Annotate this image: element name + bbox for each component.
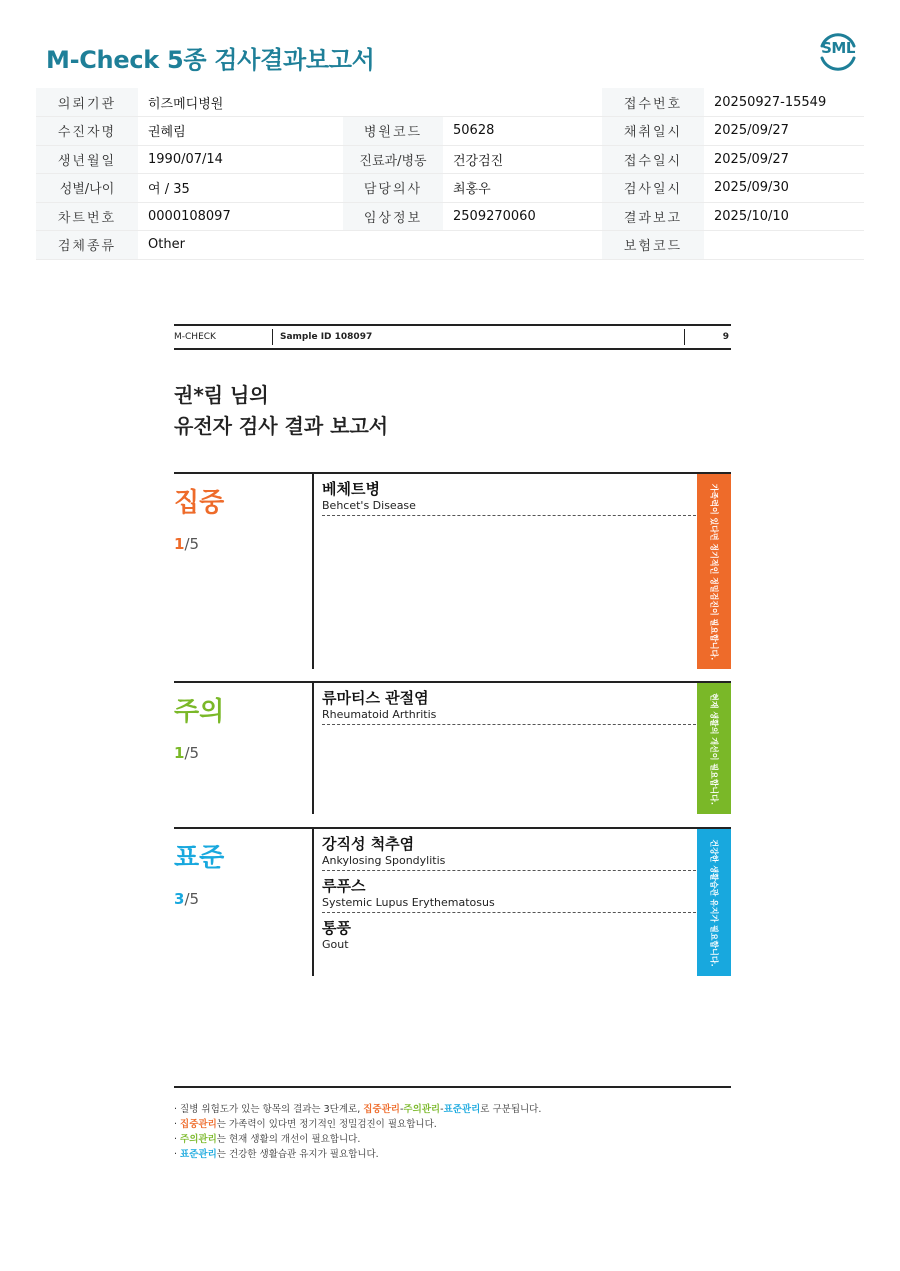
report-greeting [174, 380, 388, 442]
note-focus: 집중관리 [180, 1119, 217, 1130]
info-value: 20250927-15549 [704, 88, 864, 117]
side-bar-text: 건강한 생활습관 유지가 필요합니다. [709, 838, 719, 967]
info-value: 건강검진 [443, 145, 602, 174]
note-text: 는 가족력이 있다면 정기적인 정밀검진이 필요합니다. [216, 1119, 437, 1130]
disease-item [322, 479, 696, 516]
info-label: 접수일시 [602, 145, 704, 174]
info-label: 병원코드 [343, 117, 443, 146]
note-focus: 집중관리 [363, 1104, 400, 1115]
info-empty [443, 88, 602, 117]
info-label: 성별/나이 [36, 174, 138, 203]
count-number: 1 [174, 535, 185, 553]
disease-item [322, 834, 696, 871]
info-empty [343, 88, 443, 117]
patient-info-table [36, 88, 864, 260]
section-count [174, 890, 199, 908]
info-label: 검체종류 [36, 231, 138, 260]
note-standard: 표준관리 [443, 1104, 481, 1115]
logo-text: SML [821, 39, 855, 57]
section-divider [312, 683, 314, 814]
info-value: 권혜림 [138, 117, 343, 146]
note-line: · 표준관리는 건강한 생활습관 유지가 필요합니다. [174, 1149, 379, 1160]
info-label: 차트번호 [36, 202, 138, 231]
note-line: · 집중관리는 가족력이 있다면 정기적인 정밀검진이 필요합니다. [174, 1119, 437, 1130]
info-label: 진료과/병동 [343, 145, 443, 174]
info-label: 생년월일 [36, 145, 138, 174]
info-label: 임상정보 [343, 202, 443, 231]
disease-name-ko: 루푸스 [322, 877, 366, 895]
disease-item [322, 918, 696, 954]
count-total: /5 [184, 535, 200, 553]
info-row [36, 117, 864, 146]
sample-id: Sample ID 108097 [280, 332, 373, 342]
info-row [36, 88, 864, 117]
info-label: 결과보고 [602, 202, 704, 231]
disease-name-en: Gout [322, 938, 349, 951]
info-label: 의뢰기관 [36, 88, 138, 117]
side-bar-text: 가족력이 있다면 정기적인 정밀검진이 필요합니다. [709, 483, 719, 660]
info-value: 2025/09/27 [704, 117, 864, 146]
count-total: /5 [184, 744, 200, 762]
info-value: 히즈메디병원 [138, 88, 343, 117]
info-value: 여 / 35 [138, 174, 343, 203]
disease-name-ko: 류마티스 관절염 [322, 689, 429, 707]
side-bar-text: 현재 생활의 개선이 필요합니다. [709, 692, 719, 805]
info-empty [343, 231, 443, 260]
section-count [174, 744, 199, 762]
risk-section-focus [174, 472, 731, 669]
section-side-bar [697, 683, 731, 814]
risk-section-standard [174, 827, 731, 976]
greeting-name: 권*림 님의 [174, 383, 269, 407]
header-divider [684, 329, 685, 345]
mcheck-header-bar [174, 324, 731, 350]
note-text: 질병 위험도가 있는 항목의 결과는 3단계로, [180, 1104, 364, 1115]
note-text: 는 현재 생활의 개선이 필요합니다. [216, 1134, 361, 1145]
page-number: 9 [722, 332, 729, 342]
report-title: M-Check 5종 검사결과보고서 [46, 46, 375, 74]
disease-item [322, 688, 696, 725]
note-dash: - [399, 1104, 404, 1115]
info-row [36, 174, 864, 203]
disease-name-ko: 강직성 척추염 [322, 835, 415, 853]
note-standard: 표준관리 [180, 1149, 217, 1160]
note-caution: 주의관리 [180, 1134, 217, 1145]
count-total: /5 [184, 890, 200, 908]
disease-name-en: Ankylosing Spondylitis [322, 854, 446, 867]
note-text: 로 구분됩니다. [480, 1104, 542, 1115]
info-empty [443, 231, 602, 260]
disease-name-en: Systemic Lupus Erythematosus [322, 896, 495, 909]
risk-section-caution [174, 681, 731, 814]
count-number: 3 [174, 890, 185, 908]
section-side-bar [697, 829, 731, 976]
disease-item [322, 876, 696, 913]
info-row [36, 145, 864, 174]
note-text: 는 건강한 생활습관 유지가 필요합니다. [216, 1149, 379, 1160]
info-value: 0000108097 [138, 202, 343, 231]
info-value: 2025/09/30 [704, 174, 864, 203]
info-label: 수진자명 [36, 117, 138, 146]
info-label: 보험코드 [602, 231, 704, 260]
disease-name-en: Rheumatoid Arthritis [322, 708, 437, 721]
note-caution: 주의관리 [403, 1104, 441, 1115]
info-row [36, 231, 864, 260]
section-category: 표준 [174, 843, 225, 873]
count-number: 1 [174, 744, 185, 762]
info-label: 담당의사 [343, 174, 443, 203]
info-value: 최홍우 [443, 174, 602, 203]
info-label: 접수번호 [602, 88, 704, 117]
note-line: · 질병 위험도가 있는 항목의 결과는 3단계로, 집중관리-주의관리-표준관리로 구분됩니다. [174, 1104, 542, 1115]
mcheck-brand: M-CHECK [174, 332, 216, 342]
section-side-bar [697, 474, 731, 669]
info-value: 2025/09/27 [704, 145, 864, 174]
section-category: 집중 [174, 488, 225, 518]
info-value: 1990/07/14 [138, 145, 343, 174]
header-divider [272, 329, 273, 345]
info-label: 채취일시 [602, 117, 704, 146]
info-row [36, 202, 864, 231]
section-count [174, 535, 199, 553]
info-value: 2025/10/10 [704, 202, 864, 231]
disease-name-ko: 통풍 [322, 919, 351, 937]
footer-divider [174, 1086, 731, 1088]
greeting-subtitle: 유전자 검사 결과 보고서 [174, 414, 389, 438]
disease-name-en: Behcet's Disease [322, 499, 416, 512]
note-line: · 주의관리는 현재 생활의 개선이 필요합니다. [174, 1134, 361, 1145]
legend-notes [174, 1102, 541, 1162]
sml-logo [814, 28, 862, 76]
info-value: 2509270060 [443, 202, 602, 231]
info-value: 50628 [443, 117, 602, 146]
section-divider [312, 474, 314, 669]
section-category: 주의 [174, 697, 225, 727]
info-value: Other [138, 231, 343, 260]
info-value [704, 231, 864, 260]
note-dash: - [440, 1104, 444, 1115]
info-label: 검사일시 [602, 174, 704, 203]
disease-name-ko: 베체트병 [322, 480, 380, 498]
section-divider [312, 829, 314, 976]
